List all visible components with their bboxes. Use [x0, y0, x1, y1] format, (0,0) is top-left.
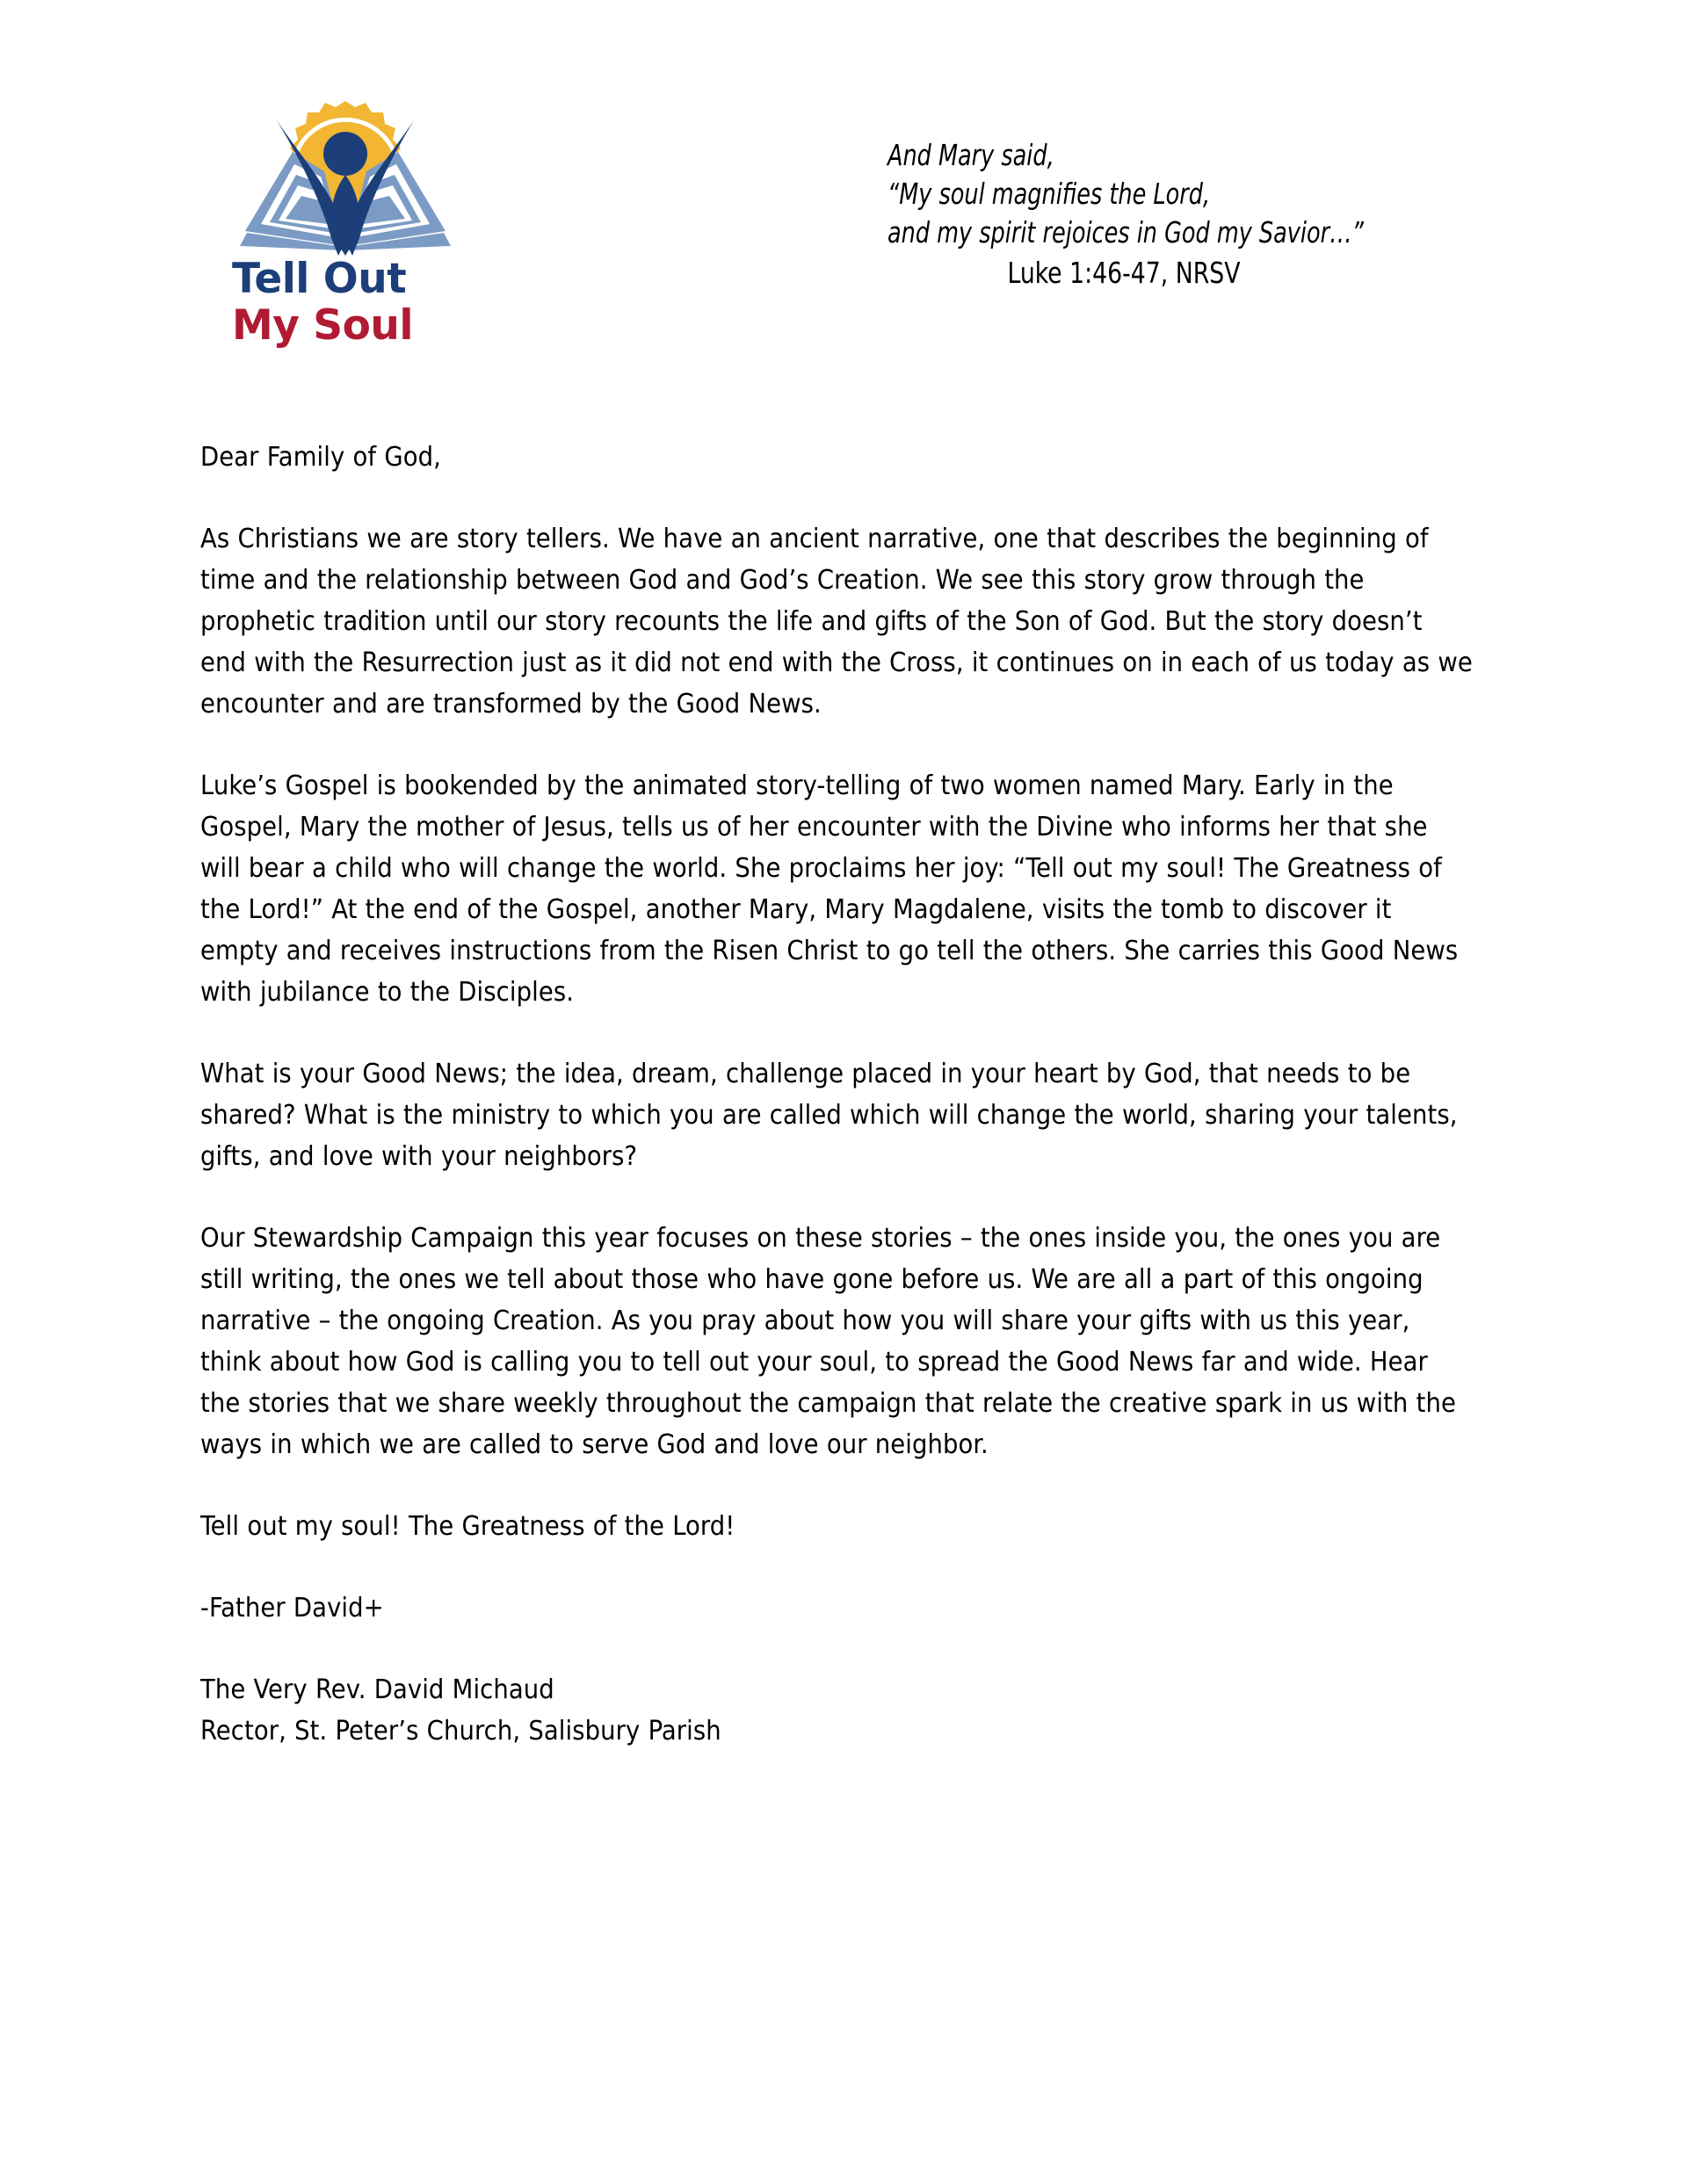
- salutation: Dear Family of God,: [200, 442, 441, 473]
- paragraph-1: As Christians we are story tellers. We have an ancient narrative, one that describes the beginning of time and the relationship between God and God’s Creation. We see this story grow through the prophetic tradition until our story recounts the life and gifts of the Son of God. But the story doesn’t end with the Resurrection just as it did not end with the Cross, it continues on in each of us today as we encounter and are transformed by the Good News.: [200, 524, 1473, 720]
- scripture-citation: Luke 1:46-47, NRSV: [1007, 256, 1241, 290]
- paragraph-3: What is your Good News; the idea, dream, challenge placed in your heart by God, that needs to be shared? What is the ministry to which you are called which will change the world, sharing your talents, gifts, and love with your neighbors?: [200, 1059, 1458, 1172]
- scripture-line-1: And Mary said,: [887, 138, 1054, 172]
- paragraph-2: Luke’s Gospel is bookended by the animated story-telling of two women named Mary. Early in the Gospel, Mary the mother of Jesus, tells us of her encounter with the Divine who informs her that she will bear a child who will change the world. She proclaims her joy: “Tell out my soul! The Greatness of the Lord!” At the end of the Gospel, another Mary, Mary Magdalene, visits the tomb to discover it empty and receives instructions from the Risen Christ to go tell the others. She carries this Good News with jubilance to the Disciples.: [200, 770, 1459, 1008]
- logo-text-line-2: My Soul: [232, 301, 413, 350]
- paragraph-4: Our Stewardship Campaign this year focuses on these stories – the ones inside you, the ones you are still writing, the ones we tell about those who have gone before us. We are all a part of this ongoing narrative – the ongoing Creation. As you pray about how you will share your gifts with us this year, think about how God is calling you to tell out your soul, to spread the Good News far and wide. Hear the stories that we share weekly throughout the campaign that relate the creative spark in us with the ways in which we are called to serve God and love our neighbor.: [200, 1223, 1456, 1460]
- signature-name: The Very Rev. David Michaud: [200, 1674, 554, 1705]
- logo: [227, 83, 464, 349]
- scripture-line-2: “My soul magnifies the Lord,: [887, 177, 1211, 211]
- signature-title: Rector, St. Peter’s Church, Salisbury Parish: [200, 1716, 721, 1746]
- signature: -Father David+: [200, 1593, 384, 1624]
- scripture-line-3: and my spirit rejoices in God my Savior…”: [887, 215, 1364, 249]
- signature-block: [200, 1669, 1473, 1752]
- letter-body: [200, 437, 1473, 1752]
- letterhead: [0, 83, 1688, 373]
- logo-text-line-1: Tell Out: [232, 255, 407, 303]
- logo-wordmark: [227, 256, 464, 349]
- scripture-quote: [887, 136, 1503, 293]
- tell-out-my-soul-emblem-icon: [240, 83, 451, 259]
- closing-exclamation: Tell out my soul! The Greatness of the Lord!: [200, 1511, 735, 1542]
